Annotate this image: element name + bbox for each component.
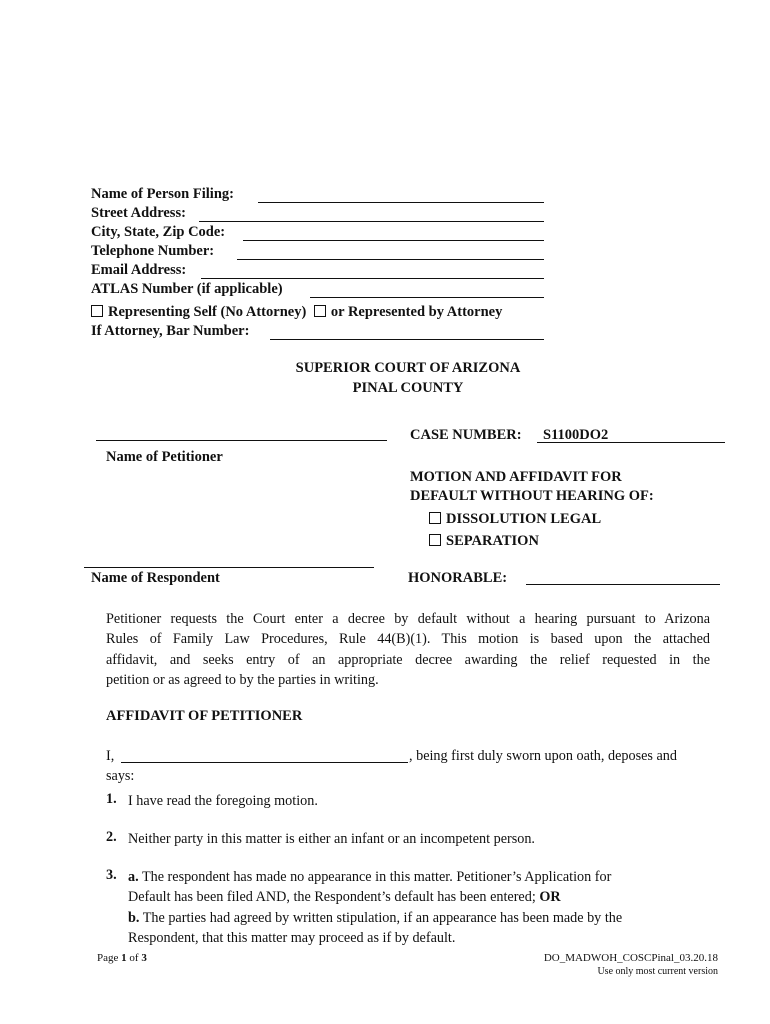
separation-label: SEPARATION [446, 533, 539, 549]
item-3b-line1: The parties had agreed by written stipulation, if an appearance has been made by the [142, 909, 623, 926]
separation-checkbox[interactable] [429, 534, 441, 546]
item-3a-or: OR [539, 889, 561, 906]
motion-paragraph-line: affidavit, and seeks entry of an appropriate decree awarding the relief requested in the [106, 651, 710, 668]
motion-paragraph [106, 609, 710, 690]
street-address-label: Street Address: [91, 205, 186, 221]
motion-paragraph-line: Petitioner requests the Court enter a decree by default without a hearing pursuant to Arizona [106, 611, 710, 627]
petitioner-name-field[interactable] [96, 426, 387, 441]
email-address-field[interactable] [201, 264, 544, 279]
item-3a-line1: The respondent has made no appearance in this matter. Petitioner’s Application for [141, 869, 612, 885]
case-number-value: S1100DO2 [543, 427, 609, 443]
form-code: DO_MADWOH_COSCPinal_03.20.18 [543, 952, 718, 964]
city-state-zip-label: City, State, Zip Code: [91, 224, 226, 240]
motion-title-line1: MOTION AND AFFIDAVIT FOR [410, 469, 622, 485]
petitioner-label: Name of Petitioner [106, 449, 223, 465]
county-name: PINAL COUNTY [352, 380, 464, 396]
motion-paragraph-line: petition or as agreed to by the parties in writing. [106, 671, 379, 688]
oath-suffix: , being first duly sworn upon oath, deposes and [409, 748, 677, 764]
motion-paragraph-line: Rules of Family Law Procedures, Rule 44(B)(1). This motion is based upon the attached [106, 631, 710, 648]
oath-says: says: [106, 768, 135, 784]
page-current: 1 [121, 952, 127, 964]
respondent-label: Name of Respondent [91, 570, 220, 586]
affiant-name-field[interactable] [121, 748, 408, 763]
honorable-field[interactable] [526, 570, 720, 585]
bar-number-field[interactable] [270, 325, 544, 340]
name-of-person-filing-field[interactable] [258, 188, 544, 203]
representation-options [91, 304, 502, 321]
item-2-text: Neither party in this matter is either an infant or an incompetent person. [128, 831, 535, 847]
page-of: of [129, 952, 139, 964]
separation-option [429, 533, 539, 550]
atlas-number-field[interactable] [310, 283, 544, 298]
item-3b-label: b. [128, 909, 140, 926]
version-note: Use only most current version [597, 966, 718, 977]
court-name: SUPERIOR COURT OF ARIZONA [295, 360, 521, 376]
representing-self-checkbox[interactable] [91, 305, 103, 317]
oath-line [106, 746, 114, 766]
page-number [97, 952, 147, 964]
name-of-person-filing-label: Name of Person Filing: [91, 186, 234, 202]
case-number-field[interactable] [537, 427, 725, 443]
item-3a-line2: Default has been filed AND, the Respondent’s default has been entered; [128, 889, 536, 906]
represented-by-attorney-label: or Represented by Attorney [330, 304, 503, 320]
bar-number-label: If Attorney, Bar Number: [91, 323, 250, 339]
respondent-name-field[interactable] [84, 553, 374, 568]
item-2-number: 2. [106, 829, 117, 845]
case-number-label: CASE NUMBER: [410, 427, 522, 443]
telephone-number-field[interactable] [237, 245, 544, 260]
item-3-text [128, 867, 712, 948]
honorable-label: HONORABLE: [408, 570, 508, 586]
city-state-zip-field[interactable] [243, 226, 544, 241]
dissolution-label: DISSOLUTION LEGAL [446, 511, 602, 527]
affidavit-heading: AFFIDAVIT OF PETITIONER [106, 708, 303, 724]
page-total: 3 [141, 952, 147, 964]
oath-prefix: I, [106, 748, 115, 764]
item-3-number: 3. [106, 867, 117, 883]
atlas-number-label: ATLAS Number (if applicable) [91, 281, 283, 297]
telephone-number-label: Telephone Number: [91, 243, 215, 259]
representing-self-label: Representing Self (No Attorney) [108, 304, 307, 320]
email-address-label: Email Address: [91, 262, 187, 278]
item-1-text: I have read the foregoing motion. [128, 793, 318, 809]
dissolution-option [429, 511, 601, 528]
item-1-number: 1. [106, 791, 117, 807]
page-prefix: Page [97, 952, 119, 964]
item-3b-line2: Respondent, that this matter may proceed as if by default. [128, 929, 456, 946]
motion-title-line2: DEFAULT WITHOUT HEARING OF: [410, 488, 654, 504]
dissolution-checkbox[interactable] [429, 512, 441, 524]
represented-by-attorney-checkbox[interactable] [314, 305, 326, 317]
street-address-field[interactable] [199, 207, 544, 222]
item-3a-label: a. [128, 869, 139, 885]
